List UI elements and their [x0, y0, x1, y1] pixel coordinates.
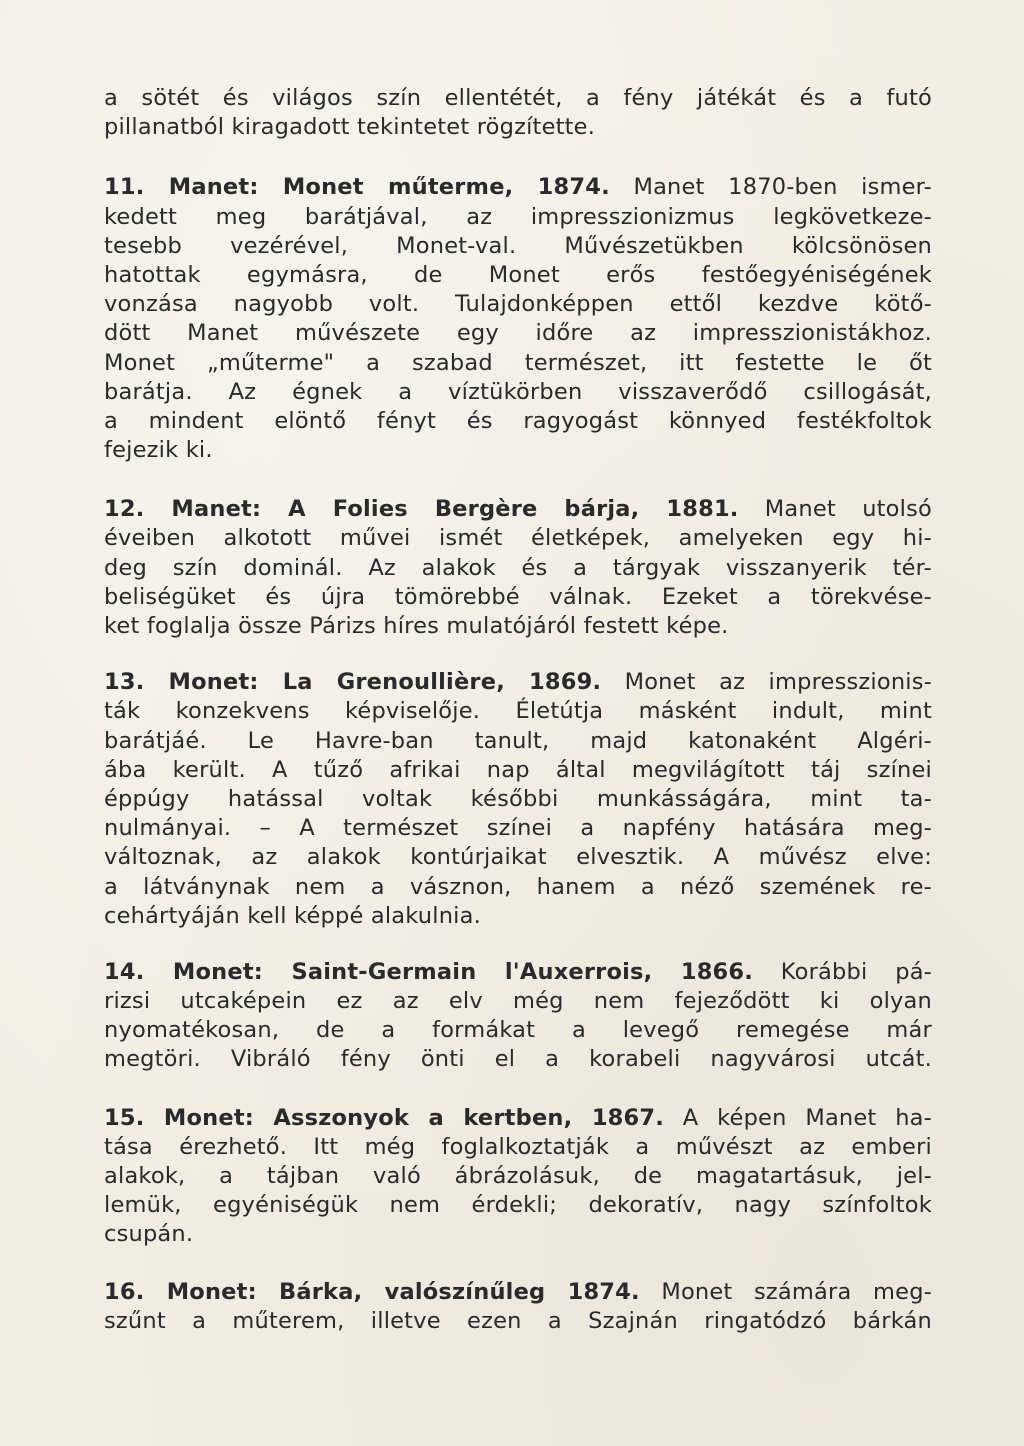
text-run: Korábbi pá-	[753, 958, 932, 985]
text-line: alakok, a tájban való ábrázolásuk, de magatartásuk, jel-	[104, 1163, 932, 1189]
text-line	[104, 668, 932, 697]
text-line: hatottak egymásra, de Monet erős festőegyéniségének	[104, 261, 932, 288]
text-line: ket foglalja össze Párizs híres mulatójáról festett képe.	[104, 613, 729, 639]
text-line: lemük, egyéniségük nem érdekli; dekoratív, nagy színfoltok	[104, 1192, 932, 1219]
text-run: A képen Manet ha-	[663, 1104, 932, 1131]
text-line: cehártyáján kell képpé alakulnia.	[104, 902, 481, 929]
text-line: pillanatból kiragadott tekintetet rögzítette.	[104, 114, 596, 141]
text-line: deg szín dominál. Az alakok és a tárgyak visszanyerik tér-	[104, 554, 932, 581]
text-line: dött Manet művészete egy időre az impresszionistákhoz.	[104, 320, 932, 347]
text-line: tesebb vezérével, Monet-val. Művészetükben kölcsönösen	[104, 232, 932, 259]
text-line: kedett meg barátjával, az impresszionizmus legkövetkeze-	[104, 203, 932, 230]
text-line: csupán.	[104, 1221, 194, 1248]
item-heading: 14. Monet: Saint-Germain l'Auxerrois, 1866.	[104, 958, 754, 985]
text-line: megtöri. Vibráló fény önti el a korabeli nagyvárosi utcát.	[104, 1046, 932, 1073]
text-line: nulmányai. – A természet színei a napfény hatására meg-	[104, 815, 932, 842]
text-line	[104, 958, 932, 987]
text-line	[104, 1278, 932, 1307]
text-line: éppúgy hatással voltak későbbi munkásságára, mint ta-	[104, 785, 932, 812]
text-line: Monet „műterme" a szabad természet, itt festette le őt	[104, 349, 932, 376]
text-run: Manet utolsó	[738, 496, 932, 523]
text-line	[104, 1104, 932, 1133]
item-heading: 13. Monet: La Grenoullière, 1869.	[104, 669, 602, 696]
text-line: a sötét és világos szín ellentétét, a fény játékát és a futó	[104, 85, 932, 111]
paragraph-item-13	[104, 668, 932, 931]
paragraph-item-11	[104, 173, 932, 465]
text-line: vonzása nagyobb volt. Tulajdonképpen ettől kezdve kötő-	[104, 291, 932, 318]
text-line: tása érezhető. Itt még foglalkoztatják a művészt az emberi	[104, 1133, 932, 1160]
item-heading: 11. Manet: Monet műterme, 1874.	[104, 174, 610, 201]
text-line: fejezik ki.	[104, 437, 213, 464]
paragraph-item-15	[104, 1104, 932, 1250]
paragraph-continuation	[104, 84, 932, 142]
text-line: éveiben alkotott művei ismét életképek, amelyeken egy hi-	[104, 525, 932, 552]
paragraph-item-14	[104, 958, 932, 1075]
text-line: rizsi utcaképein ez az elv még nem fejeződött ki olyan	[104, 988, 932, 1015]
item-heading: 12. Manet: A Folies Bergère bárja, 1881.	[104, 496, 739, 523]
text-line: barátja. Az égnek a víztükörben visszaverődő csillogását,	[104, 378, 932, 405]
item-heading: 16. Monet: Bárka, valószínűleg 1874.	[104, 1278, 640, 1305]
text-line: ták konzekvens képviselője. Életútja másként indult, mint	[104, 698, 932, 725]
text-line: szűnt a műterem, illetve ezen a Szajnán ringatódzó bárkán	[104, 1307, 932, 1334]
text-column	[104, 84, 932, 1336]
text-line: barátjáé. Le Havre-ban tanult, majd katonaként Algéri-	[104, 727, 932, 754]
text-line: a mindent elöntő fényt és ragyogást könnyed festékfoltok	[104, 407, 932, 434]
text-line: ába került. A tűző afrikai nap által megvilágított táj színei	[104, 756, 932, 783]
text-run: Manet 1870-ben ismer-	[609, 174, 932, 201]
text-run: Monet az impresszionis-	[601, 669, 932, 696]
text-line: nyomatékosan, de a formákat a levegő remegése már	[104, 1017, 932, 1044]
paragraph-item-12	[104, 495, 932, 641]
text-run: Monet számára meg-	[639, 1278, 932, 1305]
text-line	[104, 495, 932, 524]
paragraph-item-16	[104, 1278, 932, 1336]
text-line: beliségüket és újra tömörebbé válnak. Ezeket a törekvése-	[104, 583, 932, 610]
text-line: a látványnak nem a vásznon, hanem a néző szemének re-	[104, 873, 932, 900]
text-line: változnak, az alakok kontúrjaikat elvesztik. A művész elve:	[104, 844, 932, 871]
text-line	[104, 173, 932, 202]
item-heading: 15. Monet: Asszonyok a kertben, 1867.	[104, 1104, 664, 1131]
